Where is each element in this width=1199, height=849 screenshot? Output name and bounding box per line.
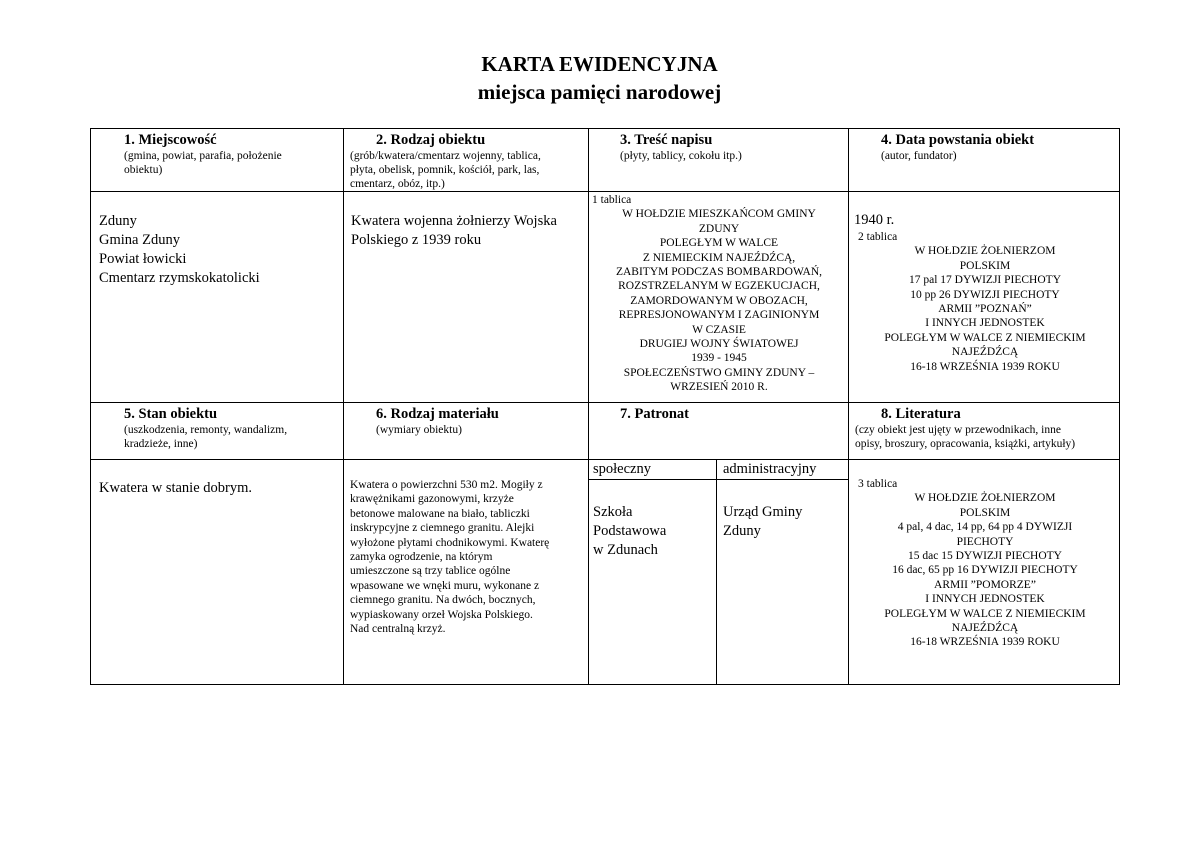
table-divider: [343, 129, 344, 684]
header-literatura: 8. Literatura (czy obiekt jest ujęty w przewodnikach, inne opisy, broszury, opracowania, książki, artykuły): [855, 406, 1076, 450]
patronage-social-value: Szkoła Podstawowa w Zdunach: [593, 504, 667, 558]
page-title: KARTA EWIDENCYJNA: [481, 52, 718, 76]
date-year: 1940 r.: [854, 212, 895, 228]
page-subtitle: miejsca pamięci narodowej: [477, 80, 722, 104]
record-table: [90, 128, 1120, 685]
table-divider: [716, 459, 717, 684]
inscription-label: 1 tablica: [592, 194, 632, 206]
material-cell: Kwatera o powierzchni 530 m2. Mogiły z krawężnikami gazonowymi, krzyże betonowe malowane na biało, tabliczki inskrypcyjne z ciemnego granitu. Alejki wyłożone płytami chodnikowymi. Kwaterę zamyka ogrodzenie, na którym umieszczone są trzy tablice ogólne wpasowane we wnęki muru, wykonane z ciemnego granitu. Na dwóch, bocznych, wypiaskowany orzeł Wojska Polskiego. Nad centralną krzyż.: [350, 479, 550, 636]
patronage-admin-label: administracyjny: [723, 461, 817, 477]
header-miejscowosc: 1. Miejscowość (gmina, powiat, parafia, położenie obiektu): [124, 132, 282, 176]
patronage-admin-value: Urząd Gminy Zduny: [723, 504, 803, 539]
location-cell: Zduny Gmina Zduny Powiat łowicki Cmentarz rzymskokatolicki: [99, 213, 260, 286]
condition-cell: Kwatera w stanie dobrym.: [99, 480, 253, 496]
header-data-powstania: 4. Data powstania obiekt (autor, fundator): [881, 132, 1035, 162]
header-tresc-napisu: 3. Treść napisu (płyty, tablicy, cokołu itp.): [620, 132, 742, 162]
literature-label: 3 tablica: [858, 478, 898, 490]
table-divider: [588, 479, 848, 480]
header-rodzaj-obiektu: 2. Rodzaj obiektu (grób/kwatera/cmentarz wojenny, tablica, płyta, obelisk, pomnik, kościół, park, las, cmentarz, obóz, itp.): [350, 132, 541, 190]
table-divider: [91, 402, 1119, 403]
table-divider: [588, 129, 589, 684]
header-rodzaj-materialu: 6. Rodzaj materiału (wymiary obiektu): [376, 406, 499, 436]
literature-cell: [854, 477, 1116, 650]
date-text: W HOŁDZIE ŻOŁNIERZOM POLSKIM 17 pal 17 DYWIZJI PIECHOTY 10 pp 26 DYWIZJI PIECHOTY ARMII ”POZNAŃ” I INNYCH JEDNOSTEK POLEGŁYM W WALCE Z NIEMIECKIM NAJEŹDŹCĄ 16-18 WRZEŚNIA 1939 ROKU: [884, 245, 1086, 373]
table-divider: [91, 191, 1119, 192]
inscription-cell: [592, 193, 846, 395]
table-divider: [848, 129, 849, 684]
inscription-text: W HOŁDZIE MIESZKAŃCOM GMINY ZDUNY POLEGŁYM W WALCE Z NIEMIECKIM NAJEŹDŹCĄ, ZABITYM PODCZAS BOMBARDOWAŃ, ROZSTRZELANYM W EGZEKUCJACH, ZAMORDOWANYM W OBOZACH, REPRESJONOWANYM I ZAGINIONYM W CZASIE DRUGIEJ WOJNY ŚWIATOWEJ 1939 - 1945 SPOŁECZEŃSTWO GMINY ZDUNY – WRZESIEŃ 2010 R.: [615, 208, 823, 394]
patronage-social-label: społeczny: [593, 461, 651, 477]
date-label: 2 tablica: [858, 231, 898, 243]
object-type-cell: Kwatera wojenna żołnierzy Wojska Polskiego z 1939 roku: [351, 213, 557, 248]
header-stan-obiektu: 5. Stan obiektu (uszkodzenia, remonty, wandalizm, kradzieże, inne): [124, 406, 288, 450]
header-patronat: 7. Patronat: [620, 406, 690, 422]
literature-text: W HOŁDZIE ŻOŁNIERZOM POLSKIM 4 pal, 4 dac, 14 pp, 64 pp 4 DYWIZJI PIECHOTY 15 dac 15 DYWIZJI PIECHOTY 16 dac, 65 pp 16 DYWIZJI PIECHOTY ARMII ”POMORZE” I INNYCH JEDNOSTEK POLEGŁYM W WALCE Z NIEMIECKIM NAJEŹDŹCĄ 16-18 WRZEŚNIA 1939 ROKU: [884, 492, 1086, 649]
date-cell: [854, 211, 1116, 374]
